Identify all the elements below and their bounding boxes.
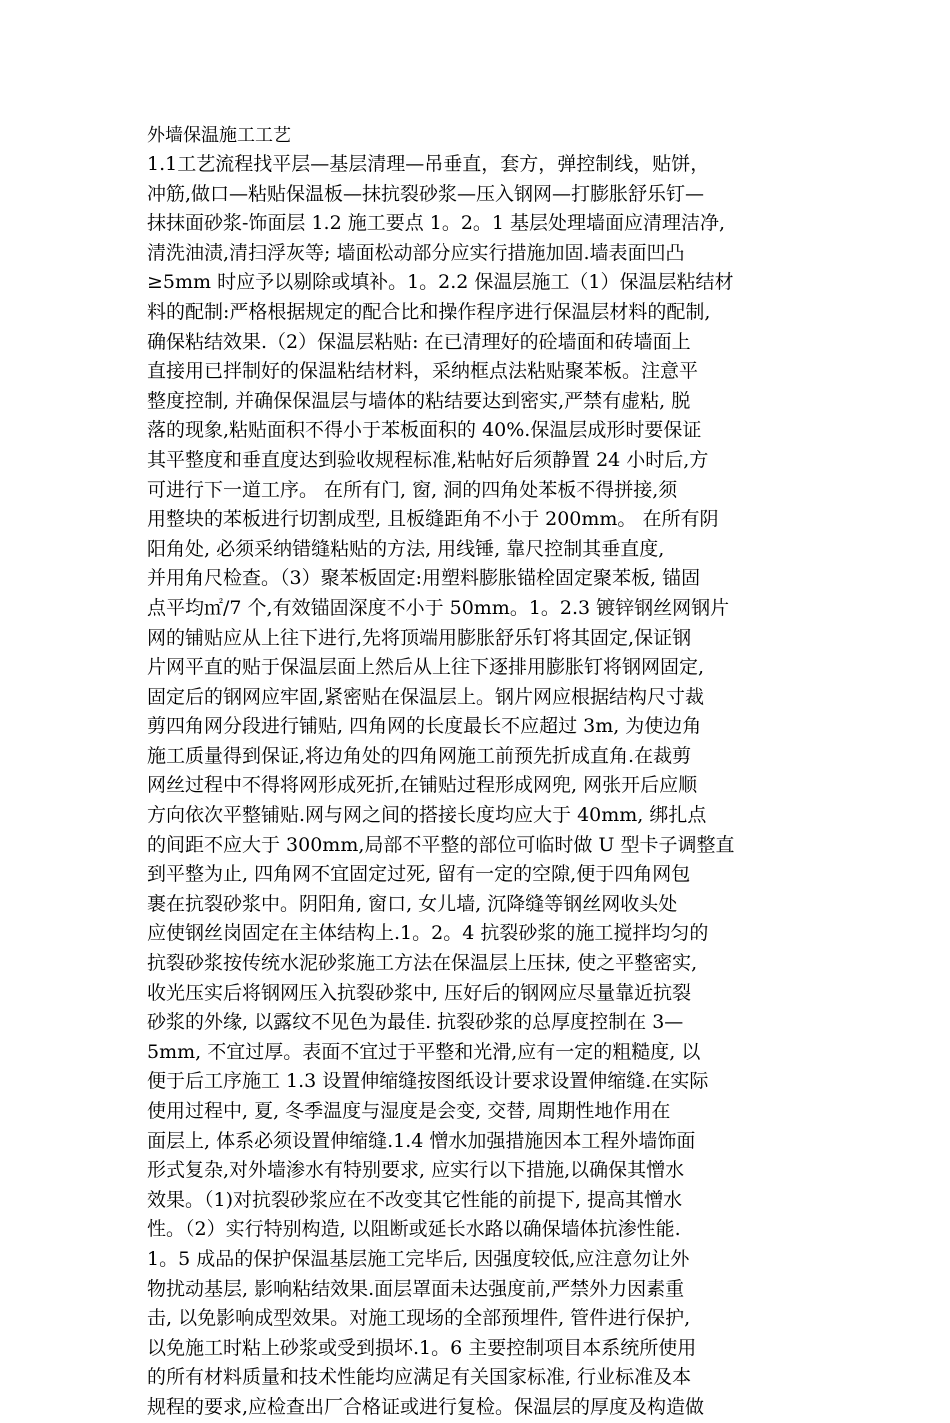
body-text-line: 性。（2）实行特别构造, 以阻断或延长水路以确保墙体抗渗性能. xyxy=(147,1218,681,1241)
body-text-line: 方向依次平整铺贴.网与网之间的搭接长度均应大于 40mm, 绑扎点 xyxy=(147,804,707,827)
body-text-line: 剪四角网分段进行铺贴, 四角网的长度最长不应超过 3m, 为使边角 xyxy=(147,715,702,738)
body-text-line: 冲筋,做口—粘贴保温板—抹抗裂砂浆—压入钢网—打膨胀舒乐钉— xyxy=(147,182,705,205)
body-text-line: 阳角处, 必须采纳错缝粘贴的方法, 用线锤, 靠尺控制其垂直度, xyxy=(147,537,665,560)
body-text-line: 到平整为止, 四角网不宜固定过死, 留有一定的空隙,便于四角网包 xyxy=(147,863,691,886)
body-text-line: 收光压实后将钢网压入抗裂砂浆中, 压好后的钢网应尽量靠近抗裂 xyxy=(147,981,692,1004)
body-text-line: 面层上, 体系必须设置伸缩缝.1.4 憎水加强措施因本工程外墙饰面 xyxy=(147,1129,696,1152)
body-text-line: 形式复杂,对外墙渗水有特别要求, 应实行以下措施,以确保其憎水 xyxy=(147,1159,685,1182)
body-text-line: 施工质量得到保证,将边角处的四角网施工前预先折成直角.在裁剪 xyxy=(147,744,692,767)
body-text-line: 整度控制, 并确保保温层与墙体的粘结要达到密实,严禁有虚粘, 脱 xyxy=(147,389,691,412)
body-text-line: 确保粘结效果.（2）保温层粘贴: 在已清理好的砼墙面和砖墙面上 xyxy=(147,330,691,353)
body-text-line: 固定后的钢网应牢固,紧密贴在保温层上。钢片网应根据结构尺寸裁 xyxy=(147,685,705,708)
body-text-line: 1。5 成品的保护保温基层施工完毕后, 因强度较低,应注意勿让外 xyxy=(147,1247,690,1270)
body-text-line: 5mm, 不宜过厚。表面不宜过于平整和光滑,应有一定的粗糙度, 以 xyxy=(147,1040,701,1063)
body-text-line: 清洗油渍,清扫浮灰等; 墙面松动部分应实行措施加固.墙表面凹凸 xyxy=(147,241,685,264)
body-text-line: 击, 以免影响成型效果。对施工现场的全部预埋件, 管件进行保护, xyxy=(147,1307,691,1330)
body-text-line: 应使钢丝岗固定在主体结构上.1。2。4 抗裂砂浆的施工搅拌均匀的 xyxy=(147,922,709,945)
body-text-line: 效果。（1)对抗裂砂浆应在不改变其它性能的前提下, 提高其憎水 xyxy=(147,1188,683,1211)
body-text-line: 裹在抗裂砂浆中。阴阳角, 窗口, 女儿墙, 沉降缝等钢丝网收头处 xyxy=(147,892,678,915)
body-text-line: 使用过程中, 夏, 冬季温度与湿度是会变, 交替, 周期性地作用在 xyxy=(147,1100,671,1122)
document-body xyxy=(147,150,807,1423)
body-text-line: 落的现象,粘贴面积不得小于苯板面积的 40%.保温层成形时要保证 xyxy=(147,419,702,442)
body-text-line: 抹抹面砂浆-饰面层 1.2 施工要点 1。2。1 基层处理墙面应清理洁净, xyxy=(147,212,726,235)
body-text-line: 直接用已拌制好的保温粘结材料，采纳框点法粘贴聚苯板。注意平 xyxy=(147,360,699,383)
body-text-line: 可进行下一道工序。 在所有门, 窗, 洞的四角处苯板不得拼接,须 xyxy=(147,478,678,501)
body-text-line: 便于后工序施工 1.3 设置伸缩缝按图纸设计要求设置伸缩缝.在实际 xyxy=(147,1070,709,1093)
body-text-line: 并用角尺检查。（3）聚苯板固定:用塑料膨胀锚栓固定聚苯板, 锚固 xyxy=(147,567,701,590)
body-text-line: 抗裂砂浆按传统水泥砂浆施工方法在保温层上压抹, 使之平整密实, xyxy=(147,952,698,975)
body-text-line: ≥5mm 时应予以剔除或填补。1。2.2 保温层施工（1）保温层粘结材 xyxy=(147,271,734,294)
body-text-line: 片网平直的贴于保温层面上然后从上往下逐排用膨胀钉将钢网固定, xyxy=(147,656,705,679)
body-text-line: 其平整度和垂直度达到验收规程标准,粘帖好后须静置 24 小时后,方 xyxy=(147,448,709,471)
body-text-line: 点平均㎡/7 个,有效锚固深度不小于 50mm。1。2.3 镀锌钢丝网钢片 xyxy=(147,596,730,619)
body-text-line: 物扰动基层, 影响粘结效果.面层罩面未达强度前,严禁外力因素重 xyxy=(147,1277,685,1300)
body-text-line: 用整块的苯板进行切割成型, 且板缝距角不小于 200mm。 在所有阴 xyxy=(147,508,719,531)
body-text-line: 1.1工艺流程找平层—基层清理—吊垂直，套方，弹控制线，贴饼， xyxy=(147,153,710,175)
body-text-line: 网丝过程中不得将网形成死折,在铺贴过程形成网兜, 网张开后应顺 xyxy=(147,774,698,797)
body-text-line: 砂浆的外缘, 以露纹不见色为最佳. 抗裂砂浆的总厚度控制在 3— xyxy=(147,1011,684,1034)
body-text-line: 料的配制:严格根据规定的配合比和操作程序进行保温层材料的配制, xyxy=(147,300,711,323)
body-text-line: 以免施工时粘上砂浆或受到损坏.1。6 主要控制项目本系统所使用 xyxy=(147,1336,697,1359)
body-text-line: 的所有材料质量和技术性能均应满足有关国家标准, 行业标准及本 xyxy=(147,1366,692,1389)
body-text-line: 网的铺贴应从上往下进行,先将顶端用膨胀舒乐钉将其固定,保证钢 xyxy=(147,626,692,649)
document-title: 外墙保温施工工艺 xyxy=(147,125,291,146)
body-text-line: 规程的要求,应检查出厂合格证或进行复检。保温层的厚度及构造做 xyxy=(147,1395,705,1418)
body-text-line: 的间距不应大于 300mm,局部不平整的部位可临时做 U 型卡子调整直 xyxy=(147,833,735,856)
